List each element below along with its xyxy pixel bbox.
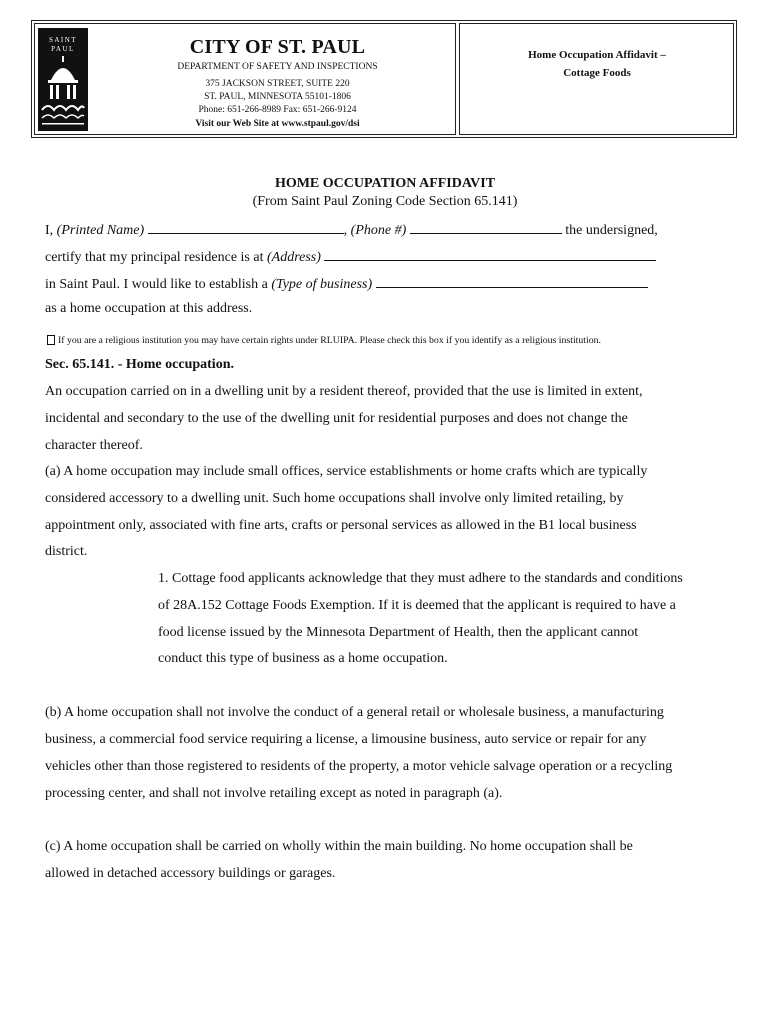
street-address: 375 JACKSON STREET, SUITE 220 — [205, 79, 350, 89]
business-type-line: in Saint Paul. I would like to establish a (Type of business) — [45, 275, 648, 293]
para-a-line-4: district. — [45, 544, 88, 559]
para-c-line-2: allowed in detached accessory buildings or garages. — [45, 866, 336, 881]
rluipa-checkbox[interactable] — [47, 335, 55, 345]
para-b-line-3: vehicles other than those registered to residents of the property, a motor vehicle salvage operation or a recycling — [45, 759, 673, 774]
intro-line-1: An occupation carried on in a dwelling unit by a resident thereof, provided that the use is limited in extent, — [45, 384, 643, 399]
department-name: DEPARTMENT OF SAFETY AND INSPECTIONS — [177, 62, 378, 72]
business-type-field[interactable] — [376, 275, 648, 288]
cottage-line-2: of 28A.152 Cottage Foods Exemption. If it is deemed that the applicant is required to have a — [158, 598, 676, 613]
saint-paul-logo — [38, 28, 88, 131]
para-a-line-3: appointment only, associated with fine arts, crafts or personal services as allowed in the B1 local business — [45, 518, 637, 533]
cottage-line-3: food license issued by the Minnesota Department of Health, then the applicant cannot — [158, 625, 639, 640]
form-title-line-1: Home Occupation Affidavit – — [528, 49, 666, 61]
section-heading: Sec. 65.141. - Home occupation. — [45, 357, 234, 372]
city-name: CITY OF ST. PAUL — [189, 36, 366, 58]
address-field[interactable] — [324, 248, 656, 261]
intro-line-3: character thereof. — [45, 438, 143, 453]
para-b-line-2: business, a commercial food service requiring a license, a limousine business, auto service or repair for any — [45, 732, 647, 747]
para-a-line-1: (a) A home occupation may include small offices, service establishments or home crafts which are typically — [45, 464, 648, 479]
city-state-zip: ST. PAUL, MINNESOTA 55101-1806 — [204, 92, 351, 102]
name-phone-line: I, (Printed Name) , (Phone #) the undersigned, — [45, 223, 658, 238]
para-c-line-1: (c) A home occupation shall be carried on wholly within the main building. No home occupation shall be — [45, 839, 633, 854]
cottage-line-1: 1. Cottage food applicants acknowledge that they must adhere to the standards and conditions — [158, 571, 683, 586]
para-b-line-1: (b) A home occupation shall not involve the conduct of a general retail or wholesale business, a manufacturing — [45, 705, 664, 720]
para-b-line-4: processing center, and shall not involve retailing except as noted in paragraph (a). — [45, 786, 503, 801]
form-title-box — [462, 46, 732, 82]
svg-text:PAUL: PAUL — [51, 45, 75, 53]
printed-name-field[interactable] — [148, 221, 344, 234]
address-line: certify that my principal residence is at (Address) — [45, 248, 656, 266]
affidavit-subtitle: (From Saint Paul Zoning Code Section 65.141) — [252, 194, 518, 209]
para-a-line-2: considered accessory to a dwelling unit. Such home occupations shall involve only limited retailing, by — [45, 491, 624, 506]
rluipa-text: If you are a religious institution you may have certain rights under RLUIPA. Please check this box if you identify as a religious institution. — [58, 335, 601, 346]
website-line: Visit our Web Site at www.stpaul.gov/dsi — [195, 119, 360, 129]
cottage-line-4: conduct this type of business as a home occupation. — [158, 651, 448, 666]
affidavit-title: HOME OCCUPATION AFFIDAVIT — [274, 176, 496, 191]
intro-line-2: incidental and secondary to the use of the dwelling unit for residential purposes and does not change the — [45, 411, 628, 426]
svg-text:SAINT: SAINT — [48, 36, 78, 44]
phone-field[interactable] — [410, 221, 562, 234]
home-occupation-line: as a home occupation at this address. — [45, 301, 253, 316]
form-title-line-2: Cottage Foods — [563, 67, 631, 79]
phone-fax: Phone: 651-266-8989 Fax: 651-266-9124 — [198, 105, 357, 115]
